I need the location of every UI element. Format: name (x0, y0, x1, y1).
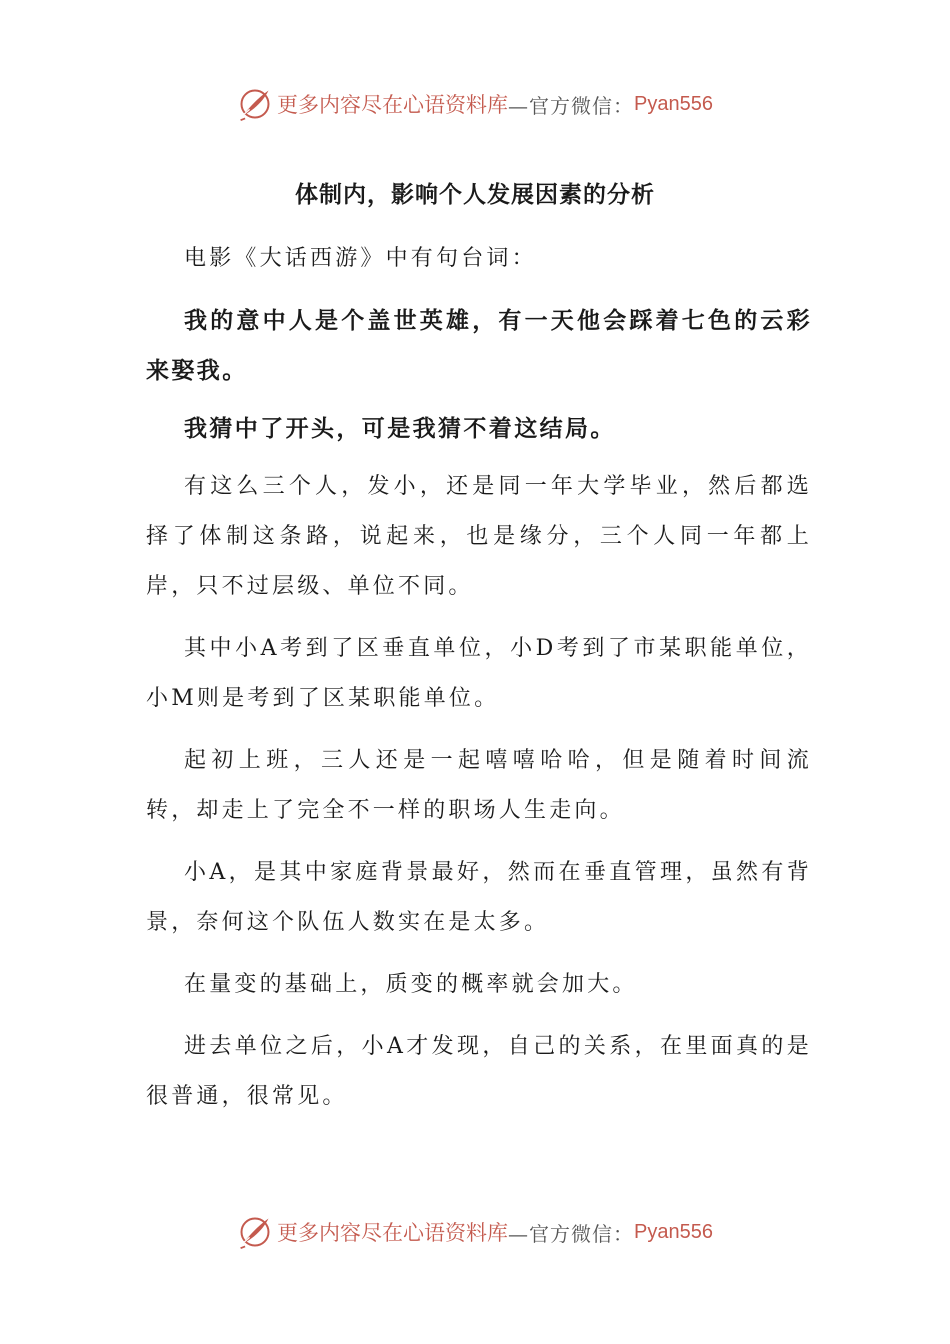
paragraph-bold: 我的意中人是个盖世英雄，有一天他会踩着七色的云彩来娶我。 (146, 307, 812, 384)
paragraph-bold: 我猜中了开头，可是我猜不着这结局。 (184, 415, 616, 442)
paragraph: 起初上班，三人还是一起嘻嘻哈哈，但是随着时间流转，却走上了完全不一样的职场人生走向。 (146, 748, 812, 823)
quill-pen-logo-icon (237, 86, 273, 122)
paragraph: 小A，是其中家庭背景最好，然而在垂直管理，虽然有背景，奈何这个队伍人数实在是太多。 (146, 860, 812, 935)
footer-wechat-id: Pyan556 (634, 1220, 713, 1243)
quill-pen-logo-icon (237, 1214, 273, 1250)
header-brand-text: 更多内容尽在心语资料库 (277, 93, 509, 117)
paragraph: 进去单位之后，小A才发现，自己的关系，在里面真的是很普通，很常见。 (146, 1034, 812, 1109)
footer-brand-text: 更多内容尽在心语资料库 (277, 1221, 509, 1245)
paragraph: 其中小A考到了区垂直单位，小D考到了市某职能单位，小M则是考到了区某职能单位。 (146, 636, 812, 711)
paragraph: 在量变的基础上，质变的概率就会加大。 (184, 972, 638, 997)
document-body (146, 234, 812, 1134)
document-title: 体制内，影响个人发展因素的分析 (295, 181, 655, 208)
footer-banner (0, 1210, 950, 1254)
header-contact-text: —官方微信： (508, 93, 635, 118)
header-wechat-id: Pyan556 (634, 92, 713, 115)
paragraph: 有这么三个人，发小，还是同一年大学毕业，然后都选择了体制这条路，说起来，也是缘分，三个人同一年都上岸，只不过层级、单位不同。 (146, 474, 812, 599)
paragraph: 电影《大话西游》中有句台词： (184, 246, 537, 271)
header-banner (0, 82, 950, 126)
footer-contact-text: —官方微信： (508, 1221, 635, 1246)
